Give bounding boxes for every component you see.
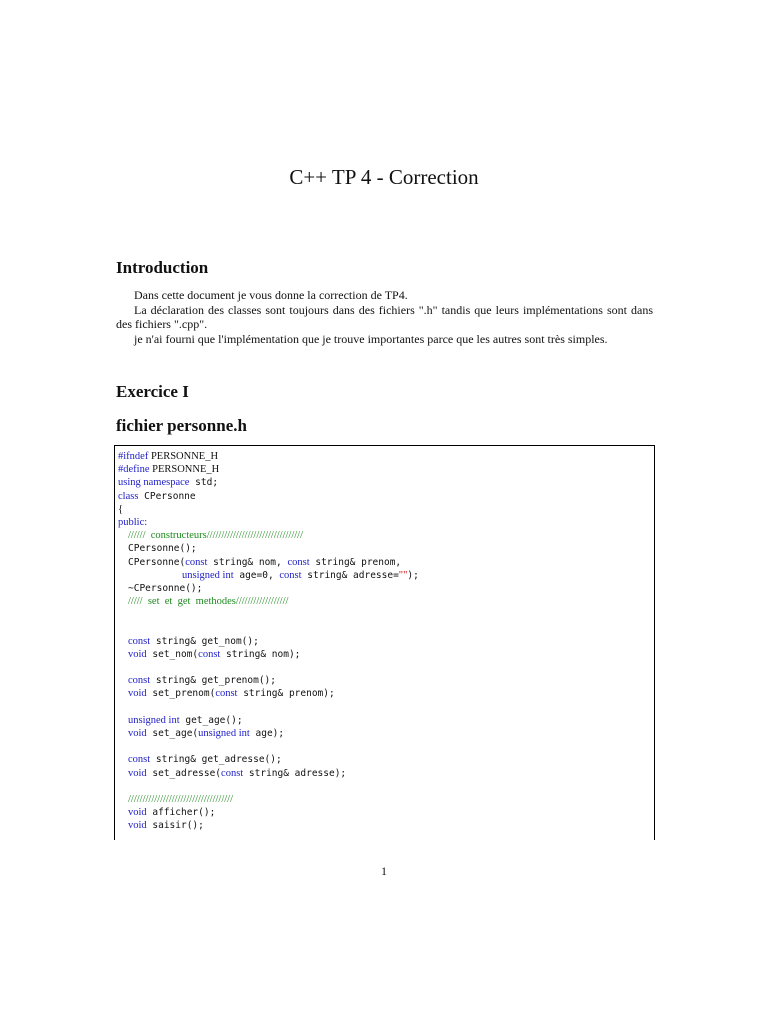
code-line-blank bbox=[118, 661, 654, 674]
code-line: CPersonne(); bbox=[128, 543, 197, 555]
code-line: void set_age(unsigned int age); bbox=[128, 727, 285, 739]
code-line: void set_prenom(const string& prenom); bbox=[128, 688, 335, 700]
section-heading-fichier: fichier personne.h bbox=[116, 416, 247, 435]
code-line: //////////////////////////////////// bbox=[128, 793, 234, 805]
code-line: unsigned int get_age(); bbox=[128, 714, 243, 726]
intro-text bbox=[116, 288, 653, 346]
code-line: using namespace std; bbox=[118, 477, 219, 489]
intro-paragraph: Dans cette document je vous donne la correction de TP4. bbox=[134, 288, 408, 302]
code-line-blank bbox=[118, 608, 654, 621]
code-line: public: bbox=[118, 516, 148, 528]
code-line: void set_adresse(const string& adresse); bbox=[128, 767, 347, 779]
page-number: 1 bbox=[381, 864, 387, 878]
code-line: ////// constructeurs///////////////////////////////// bbox=[128, 530, 304, 542]
code-line: ///// set et get methodes////////////////// bbox=[128, 596, 289, 608]
code-line-blank bbox=[118, 621, 654, 634]
code-line: void afficher(); bbox=[128, 807, 216, 819]
code-line: #define PERSONNE_H bbox=[118, 464, 220, 476]
code-line: class CPersonne bbox=[118, 490, 196, 502]
document-title: C++ TP 4 - Correction bbox=[289, 165, 479, 189]
code-line: { bbox=[118, 503, 124, 515]
code-line: #ifndef PERSONNE_H bbox=[118, 451, 219, 462]
code-line: const string& get_nom(); bbox=[128, 635, 259, 647]
code-line: const string& get_adresse(); bbox=[128, 754, 282, 766]
code-line-blank bbox=[118, 740, 654, 753]
code-line: ~CPersonne(); bbox=[128, 582, 203, 594]
code-listing bbox=[114, 445, 655, 840]
code-line: const string& get_prenom(); bbox=[128, 675, 277, 687]
intro-paragraph: je n'ai fourni que l'implémentation que je trouve importantes parce que les autres sont très simples. bbox=[134, 331, 608, 346]
code-line-blank bbox=[118, 701, 654, 714]
section-heading-introduction: Introduction bbox=[116, 258, 209, 277]
code-line: void saisir(); bbox=[128, 820, 204, 832]
code-line: unsigned int age=0, const string& adresse=""); bbox=[182, 569, 419, 581]
code-line-blank bbox=[118, 780, 654, 793]
code-line: CPersonne(const string& nom, const string& prenom, bbox=[128, 556, 402, 568]
code-line: void set_nom(const string& nom); bbox=[128, 648, 301, 660]
section-heading-exercice: Exercice I bbox=[116, 382, 189, 401]
intro-paragraph: La déclaration des classes sont toujours dans des fichiers ".h" tandis que leurs implémentations sont dans des fichiers ".cpp". bbox=[116, 302, 653, 331]
